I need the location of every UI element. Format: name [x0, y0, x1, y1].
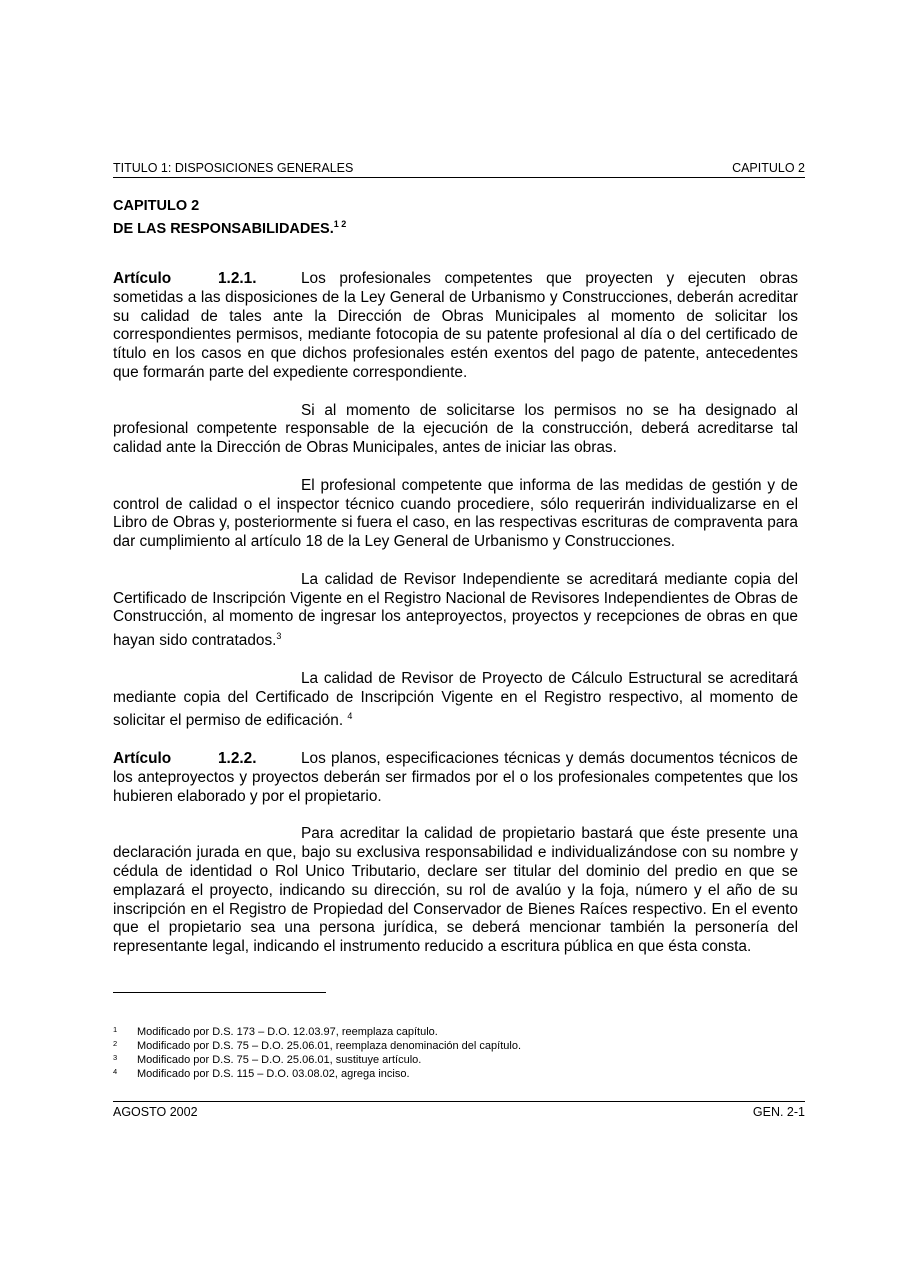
article-number: 1.2.2.	[218, 750, 257, 768]
footnotes	[113, 1025, 805, 1081]
article-1-2-1-paragraph-5: La calidad de Revisor de Proyecto de Cálculo Estructural se acreditará mediante copia del Certificado de Inscripción Vigente en el Registro respectivo, al momento de solicitar el permiso de edificación. $^4$	[113, 669, 798, 730]
article-label: Artículo	[113, 750, 172, 768]
footnote-text: Modificado por D.S. 173 – D.O. 12.03.97, reemplaza capítulo.	[137, 1026, 438, 1038]
header-chapter: CAPITULO 2	[732, 161, 805, 175]
footnote-item	[113, 1053, 805, 1067]
chapter-heading	[113, 197, 805, 238]
page-number: GEN. 2-1	[752, 1105, 805, 1119]
footnote-ref: 3	[276, 631, 282, 642]
article-1-2-1-paragraph-3: El profesional competente que informa de las medidas de gestión y de control de calidad o el inspector técnico cuando procediere, sólo requerirán individualizarse en el Libro de Obras y, posteriormente si fuera el caso, en las respectivas escrituras de compraventa para dar cumplimiento al artículo 18 de la Ley General de Urbanismo y Construcciones.	[113, 476, 798, 551]
footnote-item	[113, 1025, 805, 1039]
footnote-item	[113, 1039, 805, 1053]
document-body	[113, 270, 798, 976]
article-1-2-2-paragraph-2: Para acreditar la calidad de propietario bastará que éste presente una declaración jurada en que, bajo su exclusiva responsabilidad e individualizándose con su nombre y cédula de identidad o Rol Unico Tributario, declare ser titular del dominio del predio en que se emplazará el proyecto, indicando su dirección, su rol de avalúo y la foja, número y el año de su inscripción en el Registro de Propiedad del Conservador de Bienes Raíces respectivo. En el evento que el propietario sea una persona jurídica, se deberá mencionar también la personería del representante legal, indicando el instrumento reducido a escritura pública en que ésta consta.	[113, 825, 798, 956]
header-title: TITULO 1: DISPOSICIONES GENERALES	[113, 161, 354, 175]
article-1-2-1-paragraph-4: La calidad de Revisor Independiente se acreditará mediante copia del Certificado de Inscripción Vigente en el Registro Nacional de Revisores Independientes de Obras de Construcción, al momento de ingresar los anteproyectos, proyectos y recepciones de obras en que hayan sido contratados.$^3$	[113, 570, 799, 650]
footer-date: AGOSTO 2002	[113, 1105, 198, 1119]
footnote-number: 2	[113, 1039, 118, 1048]
article-1-2-2-paragraph-1: Artículo 1.2.2. Los planos, especificaciones técnicas y demás documentos técnicos de los anteproyectos y proyectos deberán ser firmados por el o los profesionales competentes que los hubieren elaborado y por el propietario.	[113, 750, 798, 805]
chapter-name: DE LAS RESPONSABILIDADES.$^{1 2}$	[113, 219, 347, 237]
footnote-ref: 4	[347, 711, 353, 722]
article-label: Artículo	[113, 270, 172, 287]
article-1-2-1-paragraph-2: Si al momento de solicitarse los permisos no se ha designado al profesional competente responsable de la ejecución de la construcción, deberá acreditarse tal calidad ante la Dirección de Obras Municipales, antes de iniciar las obras.	[113, 401, 798, 457]
footnote-number: 1	[113, 1025, 118, 1034]
running-header	[113, 161, 805, 178]
running-footer	[113, 1101, 805, 1119]
footnote-text: Modificado por D.S. 75 – D.O. 25.06.01, sustituye artículo.	[137, 1054, 422, 1066]
footnote-text: Modificado por D.S. 115 – D.O. 03.08.02, agrega inciso.	[137, 1068, 410, 1080]
footnote-text: Modificado por D.S. 75 – D.O. 25.06.01, reemplaza denominación del capítulo.	[137, 1040, 522, 1052]
chapter-footnote-refs: 1 2	[333, 219, 347, 229]
footnote-item	[113, 1067, 805, 1081]
footnote-divider	[113, 992, 326, 993]
chapter-number: CAPITULO 2	[113, 198, 200, 214]
footnote-number: 3	[113, 1053, 118, 1062]
article-1-2-1-paragraph-1: Artículo 1.2.1. Los profesionales competentes que proyecten y ejecuten obras sometidas a las disposiciones de la Ley General de Urbanismo y Construcciones, deberán acreditar su calidad de tales ante la Dirección de Obras Municipales al momento de solicitar los correspondientes permisos, mediante fotocopia de su patente profesional al día o del certificado de título en los casos en que dichos profesionales estén exentos del pago de patente, antecedentes que formarán parte del expediente correspondiente.	[113, 270, 798, 381]
article-number: 1.2.1.	[218, 270, 257, 287]
footnote-number: 4	[113, 1067, 118, 1076]
